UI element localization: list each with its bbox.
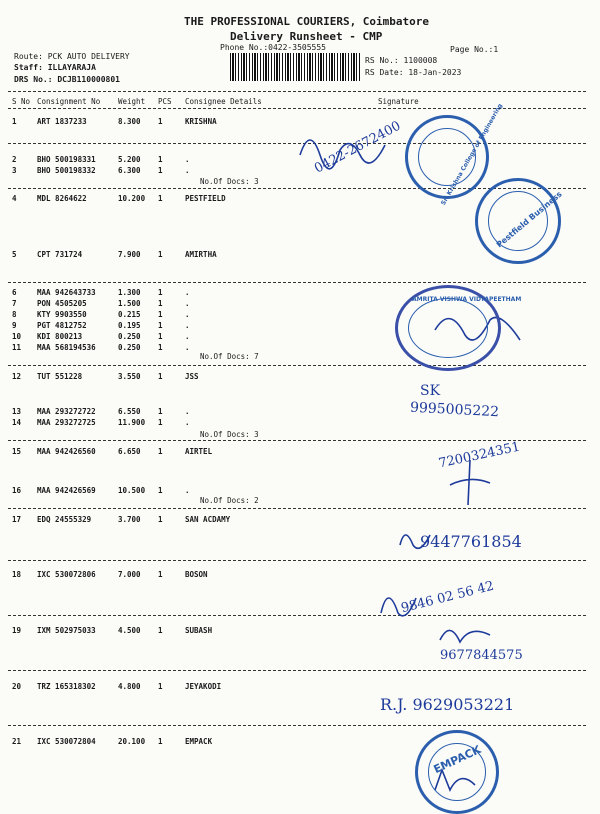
row-pcs: 1 bbox=[158, 418, 163, 427]
row-consignment: MAA 942426569 bbox=[37, 486, 96, 495]
row-consignment: IXC 530072806 bbox=[37, 570, 96, 579]
row-consignment: IXM 502975033 bbox=[37, 626, 96, 635]
handwritten-phone: 9677844575 bbox=[440, 648, 523, 663]
row-consignee: KRISHNA bbox=[185, 117, 217, 126]
handwritten-phone: 9447761854 bbox=[420, 532, 522, 551]
row-pcs: 1 bbox=[158, 343, 163, 352]
company-title: THE PROFESSIONAL COURIERS, Coimbatore bbox=[184, 15, 430, 28]
row-weight: 0.250 bbox=[118, 343, 141, 352]
signature-scribble bbox=[440, 455, 500, 510]
runsheet-subtitle: Delivery Runsheet - CMP bbox=[230, 30, 383, 43]
row-consignment: EDQ 24555329 bbox=[37, 515, 92, 524]
row-consignment: PON 4505205 bbox=[37, 299, 87, 308]
rs-number: RS No.: 1100008 bbox=[365, 56, 438, 65]
row-consignee: . bbox=[185, 407, 190, 416]
row-pcs: 1 bbox=[158, 626, 163, 635]
row-sno: 8 bbox=[12, 310, 17, 319]
row-consignment: MAA 293272722 bbox=[37, 407, 96, 416]
row-consignee: SAN ACDAMY bbox=[185, 515, 231, 524]
row-pcs: 1 bbox=[158, 166, 163, 175]
college-stamp: Sri Krishna College of Engineering bbox=[405, 115, 489, 199]
row-sno: 17 bbox=[12, 515, 22, 524]
handwritten-initials: SK bbox=[420, 383, 441, 399]
row-sno: 20 bbox=[12, 682, 22, 691]
row-consignment: MAA 293272725 bbox=[37, 418, 96, 427]
row-pcs: 1 bbox=[158, 288, 163, 297]
row-consignment: CPT 731724 bbox=[37, 250, 83, 259]
drs-number: DRS No.: DCJB110000801 bbox=[14, 75, 120, 84]
row-sno: 15 bbox=[12, 447, 22, 456]
row-weight: 20.100 bbox=[118, 737, 146, 746]
row-pcs: 1 bbox=[158, 155, 163, 164]
docs-count: No.Of Docs: 7 bbox=[200, 352, 259, 361]
row-sno: 5 bbox=[12, 250, 17, 259]
amrita-stamp: AMRITA VISHWA VIDYAPEETHAM bbox=[395, 285, 501, 371]
row-divider bbox=[8, 440, 586, 441]
col-weight: Weight bbox=[118, 97, 146, 106]
row-consignee: . bbox=[185, 343, 190, 352]
row-divider bbox=[8, 670, 586, 671]
signature-scribble bbox=[376, 583, 421, 623]
handwritten-phone: 9846 02 56 42 bbox=[399, 578, 496, 617]
docs-count: No.Of Docs: 3 bbox=[200, 430, 259, 439]
row-consignment: TUT 551228 bbox=[37, 372, 83, 381]
row-pcs: 1 bbox=[158, 515, 163, 524]
col-consignment: Consignment No bbox=[37, 97, 101, 106]
row-consignee: . bbox=[185, 418, 190, 427]
row-sno: 6 bbox=[12, 288, 17, 297]
row-consignee: PESTFIELD bbox=[185, 194, 226, 203]
row-divider bbox=[8, 615, 586, 616]
row-consignee: . bbox=[185, 155, 190, 164]
row-pcs: 1 bbox=[158, 682, 163, 691]
row-consignee: BOSON bbox=[185, 570, 208, 579]
rs-date: RS Date: 18-Jan-2023 bbox=[365, 68, 462, 77]
row-sno: 7 bbox=[12, 299, 17, 308]
row-weight: 6.550 bbox=[118, 407, 141, 416]
row-consignment: IXC 530072804 bbox=[37, 737, 96, 746]
row-consignee: AIRTEL bbox=[185, 447, 213, 456]
row-weight: 0.215 bbox=[118, 310, 141, 319]
row-consignee: . bbox=[185, 310, 190, 319]
row-sno: 18 bbox=[12, 570, 22, 579]
signature-scribble bbox=[395, 525, 435, 555]
row-weight: 5.200 bbox=[118, 155, 141, 164]
row-weight: 0.250 bbox=[118, 332, 141, 341]
row-consignment: PGT 4812752 bbox=[37, 321, 87, 330]
col-sno: S No bbox=[12, 97, 31, 106]
row-pcs: 1 bbox=[158, 372, 163, 381]
row-consignment: TRZ 165318302 bbox=[37, 682, 96, 691]
docs-count: No.Of Docs: 3 bbox=[200, 177, 259, 186]
row-pcs: 1 bbox=[158, 194, 163, 203]
row-sno: 13 bbox=[12, 407, 22, 416]
row-sno: 16 bbox=[12, 486, 22, 495]
row-consignee: SUBASH bbox=[185, 626, 213, 635]
row-sno: 4 bbox=[12, 194, 17, 203]
row-weight: 10.500 bbox=[118, 486, 146, 495]
row-pcs: 1 bbox=[158, 407, 163, 416]
row-sno: 14 bbox=[12, 418, 22, 427]
row-sno: 2 bbox=[12, 155, 17, 164]
docs-count: No.Of Docs: 2 bbox=[200, 496, 259, 505]
row-consignee: JSS bbox=[185, 372, 199, 381]
col-consignee: Consignee Details bbox=[185, 97, 262, 106]
empack-stamp: EMPACK bbox=[415, 730, 499, 814]
pestfield-stamp: Pestfield Business bbox=[475, 178, 561, 264]
row-weight: 6.300 bbox=[118, 166, 141, 175]
row-weight: 3.700 bbox=[118, 515, 141, 524]
row-weight: 7.000 bbox=[118, 570, 141, 579]
row-consignment: MAA 568194536 bbox=[37, 343, 96, 352]
row-sno: 19 bbox=[12, 626, 22, 635]
handwritten-phone: 0422-2672400 bbox=[312, 118, 404, 177]
route-label: Route: PCK AUTO DELIVERY bbox=[14, 52, 130, 61]
row-sno: 21 bbox=[12, 737, 22, 746]
row-consignee: . bbox=[185, 332, 190, 341]
row-consignee: EMPACK bbox=[185, 737, 213, 746]
col-pcs: PCS bbox=[158, 97, 172, 106]
row-divider bbox=[8, 725, 586, 726]
row-weight: 4.500 bbox=[118, 626, 141, 635]
row-pcs: 1 bbox=[158, 447, 163, 456]
signature-scribble bbox=[290, 115, 410, 185]
row-weight: 10.200 bbox=[118, 194, 146, 203]
row-consignee: . bbox=[185, 299, 190, 308]
row-weight: 1.300 bbox=[118, 288, 141, 297]
row-sno: 10 bbox=[12, 332, 22, 341]
row-consignment: KTY 9903550 bbox=[37, 310, 87, 319]
row-consignment: ART 1837233 bbox=[37, 117, 87, 126]
row-divider bbox=[8, 560, 586, 561]
row-consignee: . bbox=[185, 166, 190, 175]
row-pcs: 1 bbox=[158, 570, 163, 579]
row-pcs: 1 bbox=[158, 117, 163, 126]
row-pcs: 1 bbox=[158, 332, 163, 341]
row-weight: 11.900 bbox=[118, 418, 146, 427]
row-divider bbox=[8, 365, 586, 366]
signature-scribble bbox=[435, 620, 495, 650]
row-weight: 7.900 bbox=[118, 250, 141, 259]
row-consignee: AMIRTHA bbox=[185, 250, 217, 259]
barcode bbox=[230, 53, 360, 81]
staff-label: Staff: ILLAYARAJA bbox=[14, 63, 96, 72]
col-signature: Signature bbox=[378, 97, 419, 106]
row-sno: 12 bbox=[12, 372, 22, 381]
row-weight: 1.500 bbox=[118, 299, 141, 308]
handwritten-phone: 7200324351 bbox=[437, 439, 522, 472]
row-weight: 0.195 bbox=[118, 321, 141, 330]
handwritten-phone: 9995005222 bbox=[409, 399, 500, 421]
row-divider bbox=[8, 282, 586, 283]
divider bbox=[8, 91, 586, 92]
row-weight: 6.650 bbox=[118, 447, 141, 456]
row-weight: 3.550 bbox=[118, 372, 141, 381]
row-consignment: BHO 500198332 bbox=[37, 166, 96, 175]
row-pcs: 1 bbox=[158, 321, 163, 330]
row-consignment: BHO 500198331 bbox=[37, 155, 96, 164]
row-consignment: MAA 942426560 bbox=[37, 447, 96, 456]
row-consignment: MAA 942643733 bbox=[37, 288, 96, 297]
row-sno: 11 bbox=[12, 343, 22, 352]
row-consignment: KDI 800213 bbox=[37, 332, 83, 341]
row-pcs: 1 bbox=[158, 737, 163, 746]
row-pcs: 1 bbox=[158, 310, 163, 319]
row-sno: 9 bbox=[12, 321, 17, 330]
row-weight: 4.800 bbox=[118, 682, 141, 691]
row-sno: 3 bbox=[12, 166, 17, 175]
row-pcs: 1 bbox=[158, 299, 163, 308]
handwritten-phone: R.J. 9629053221 bbox=[380, 695, 515, 714]
row-sno: 1 bbox=[12, 117, 17, 126]
row-consignee: . bbox=[185, 486, 190, 495]
page-number: Page No.:1 bbox=[450, 45, 499, 54]
row-consignee: . bbox=[185, 321, 190, 330]
row-consignee: . bbox=[185, 288, 190, 297]
row-consignee: JEYAKODI bbox=[185, 682, 222, 691]
row-pcs: 1 bbox=[158, 486, 163, 495]
row-pcs: 1 bbox=[158, 250, 163, 259]
phone-number: Phone No.:0422-3505555 bbox=[220, 43, 326, 52]
row-consignment: MDL 8264622 bbox=[37, 194, 87, 203]
row-weight: 8.300 bbox=[118, 117, 141, 126]
